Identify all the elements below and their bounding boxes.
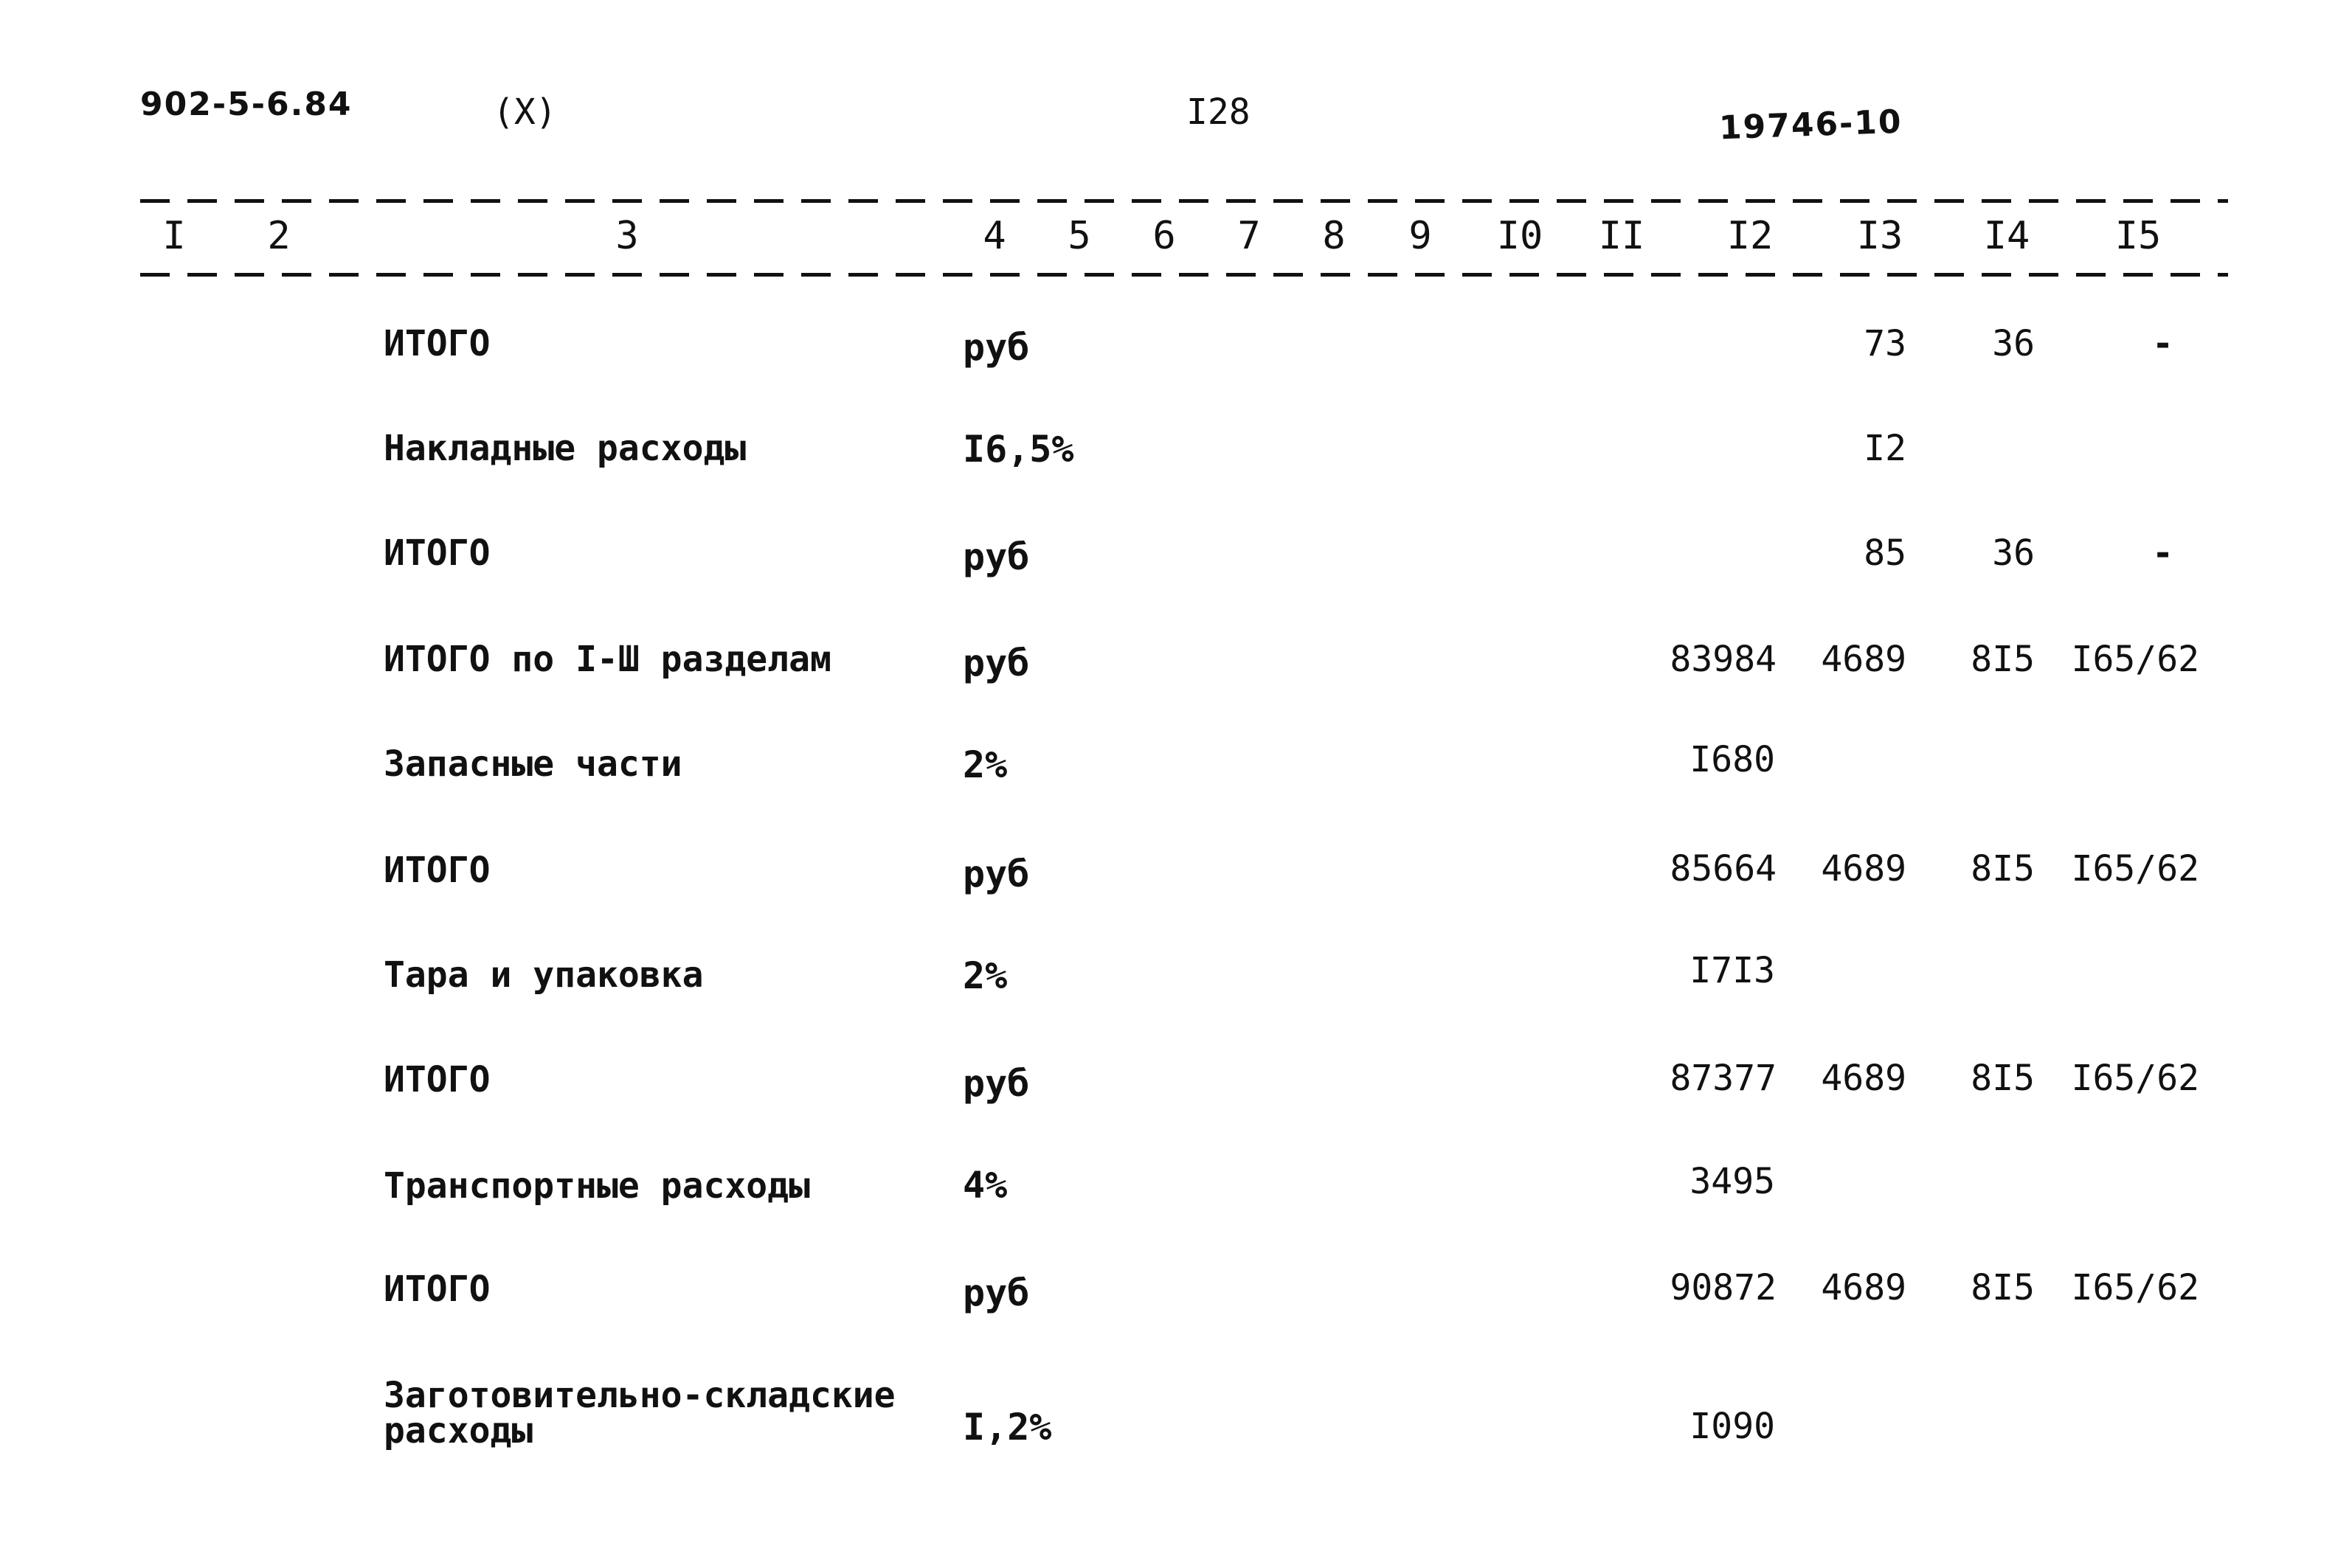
header-bottom-rule: [140, 273, 2228, 277]
row-4-col13: 4689: [1821, 639, 1906, 680]
column-header-12: I2: [1726, 214, 1774, 258]
row-2-unit: I6,5%: [963, 428, 1074, 471]
row-5-label: Запасные части: [384, 743, 682, 785]
column-header-15: I5: [2114, 214, 2162, 258]
page-number: I28: [1186, 91, 1251, 133]
column-header-7: 7: [1237, 214, 1261, 258]
row-8-col15: I65/62: [2071, 1058, 2199, 1099]
row-9-label: Транспортные расходы: [384, 1165, 810, 1207]
column-header-10: I0: [1496, 214, 1543, 258]
row-3-unit: руб: [963, 535, 1030, 578]
row-10-col13: 4689: [1821, 1267, 1906, 1308]
row-11-label-line2: расходы: [384, 1410, 533, 1451]
row-1-col15: -: [2152, 323, 2173, 364]
row-8-label: ИТОГО: [384, 1059, 491, 1100]
row-1-unit: руб: [963, 326, 1030, 369]
row-11-unit: I,2%: [963, 1406, 1052, 1449]
row-8-col14: 8I5: [1971, 1058, 2035, 1099]
row-7-label: Тара и упаковка: [384, 954, 704, 996]
row-1-col14: 36: [1992, 323, 2035, 364]
column-header-14: I4: [1983, 214, 2030, 258]
row-5-unit: 2%: [963, 743, 1008, 786]
column-header-13: I3: [1856, 214, 1903, 258]
row-8-col13: 4689: [1821, 1058, 1906, 1099]
row-5-col12: I680: [1689, 739, 1775, 780]
column-header-4: 4: [983, 214, 1006, 258]
column-header-11: II: [1598, 214, 1645, 258]
row-6-col12: 85664: [1670, 848, 1777, 889]
row-8-unit: руб: [963, 1062, 1030, 1105]
row-6-col14: 8I5: [1971, 848, 2035, 889]
column-header-8: 8: [1322, 214, 1346, 258]
column-header-3: 3: [615, 214, 639, 258]
row-1-col13: 73: [1864, 323, 1906, 364]
column-header-1: I: [162, 214, 186, 258]
row-4-label: ИТОГО по I-Ш разделам: [384, 639, 831, 680]
section-marker: (X): [493, 91, 557, 133]
row-3-col14: 36: [1992, 533, 2035, 574]
row-9-unit: 4%: [963, 1164, 1008, 1207]
row-4-col15: I65/62: [2071, 639, 2199, 680]
row-2-col13: I2: [1864, 428, 1906, 469]
row-10-col15: I65/62: [2071, 1267, 2199, 1308]
row-6-unit: руб: [963, 853, 1030, 895]
row-3-col15: -: [2152, 533, 2173, 574]
column-header-9: 9: [1408, 214, 1432, 258]
row-10-col12: 90872: [1670, 1267, 1777, 1308]
column-header-6: 6: [1152, 214, 1176, 258]
row-9-col12: 3495: [1689, 1161, 1775, 1202]
row-4-col14: 8I5: [1971, 639, 2035, 680]
row-10-unit: руб: [963, 1272, 1030, 1314]
row-3-col13: 85: [1864, 533, 1906, 574]
row-3-label: ИТОГО: [384, 533, 491, 574]
row-11-col12: I090: [1689, 1406, 1775, 1447]
row-4-unit: руб: [963, 642, 1030, 684]
row-6-col13: 4689: [1821, 848, 1906, 889]
row-4-col12: 83984: [1670, 639, 1777, 680]
row-1-label: ИТОГО: [384, 323, 491, 364]
row-10-label: ИТОГО: [384, 1269, 491, 1310]
column-header-5: 5: [1068, 214, 1091, 258]
row-10-col14: 8I5: [1971, 1267, 2035, 1308]
stamp-number: 19746-10: [1718, 103, 1903, 148]
row-2-label: Накладные расходы: [384, 428, 747, 469]
row-7-col12: I7I3: [1689, 950, 1775, 991]
row-6-col15: I65/62: [2071, 848, 2199, 889]
row-11-label-line1: Заготовительно-складские: [384, 1375, 896, 1416]
row-7-unit: 2%: [963, 954, 1008, 997]
header-top-rule: [140, 199, 2228, 203]
row-6-label: ИТОГО: [384, 850, 491, 891]
column-header-2: 2: [267, 214, 291, 258]
row-8-col12: 87377: [1670, 1058, 1777, 1099]
document-code: 902-5-6.84: [140, 86, 353, 123]
